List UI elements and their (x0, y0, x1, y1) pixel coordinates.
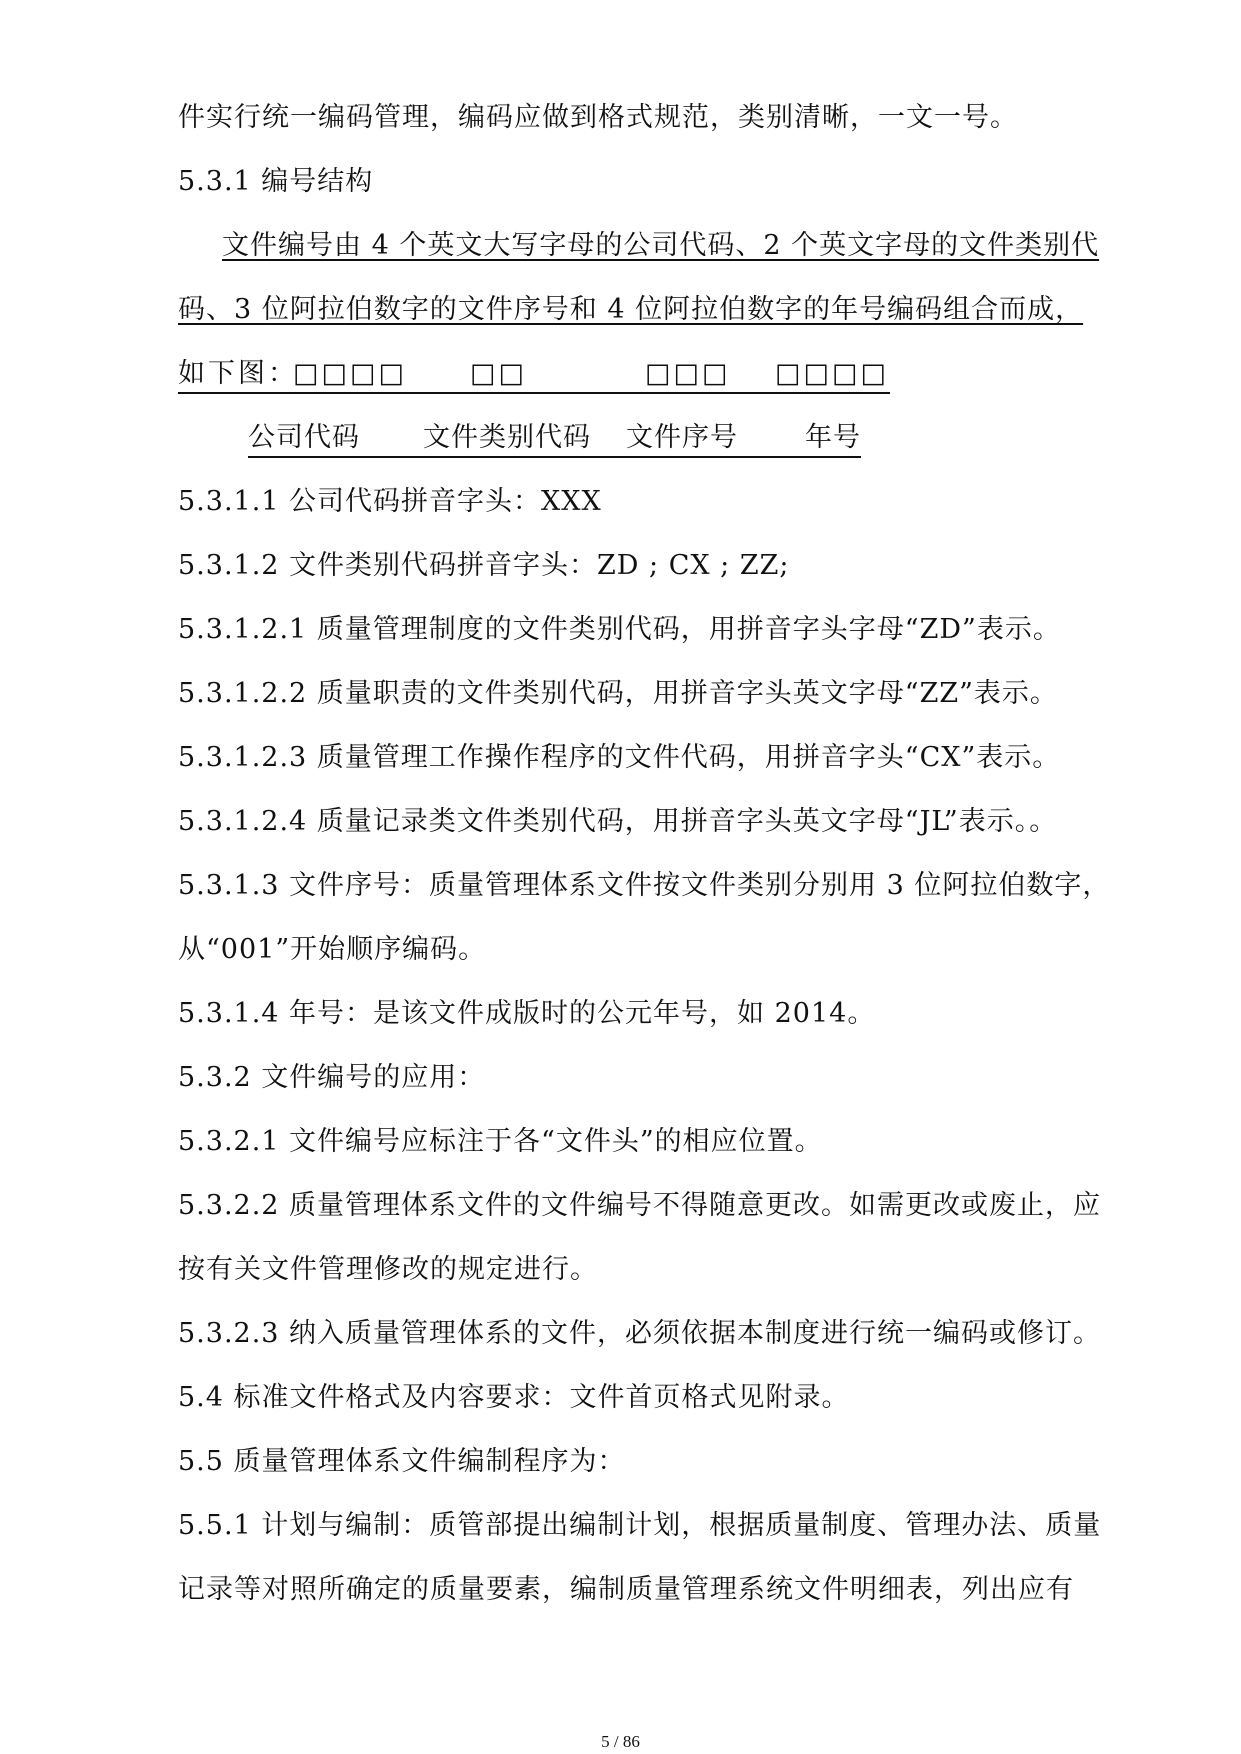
list-item: 5.5.1 计划与编制：质管部提出编制计划，根据质量制度、管理办法、质量 (178, 1510, 1102, 1541)
paragraph-line: 件实行统一编码管理，编码应做到格式规范，类别清晰，一文一号。 (178, 102, 1018, 133)
section-heading: 5.3.2 文件编号的应用： (178, 1062, 486, 1093)
code-structure-figure (178, 356, 1028, 396)
page-number: 5 / 86 (601, 1732, 640, 1751)
labels-underline (248, 456, 861, 458)
list-item: 5.3.1.4 年号：是该文件成版时的公元年号，如 2014。 (178, 998, 876, 1029)
serial-number-boxes: □□□ (645, 358, 731, 389)
list-item: 5.3.1.2 文件类别代码拼音字头：ZD ; CX ; ZZ; (178, 550, 790, 581)
list-item-continuation: 按有关文件管理修改的规定进行。 (178, 1254, 598, 1285)
company-code-boxes: □□□□ (293, 358, 408, 389)
category-code-boxes: □□ (470, 358, 528, 389)
list-item: 5.3.1.2.2 质量职责的文件类别代码，用拼音字头英文字母“ZZ”表示。 (178, 678, 1058, 709)
list-item-continuation: 记录等对照所确定的质量要素，编制质量管理系统文件明细表，列出应有 (178, 1574, 1074, 1605)
section-heading: 5.4 标准文件格式及内容要求：文件首页格式见附录。 (178, 1382, 850, 1413)
list-item: 5.3.1.2.3 质量管理工作操作程序的文件代码，用拼音字头“CX”表示。 (178, 742, 1061, 773)
label-category-code: 文件类别代码 (423, 422, 591, 453)
section-heading: 5.5 质量管理体系文件编制程序为： (178, 1446, 626, 1477)
section-heading: 5.3.1 编号结构 (178, 166, 374, 197)
label-year: 年号 (805, 422, 861, 453)
figure-prefix: 如下图： (178, 358, 298, 389)
label-company-code: 公司代码 (248, 422, 360, 453)
list-item: 5.3.1.1 公司代码拼音字头：XXX (178, 486, 602, 517)
list-item: 5.3.1.2.1 质量管理制度的文件类别代码，用拼音字头字母“ZD”表示。 (178, 614, 1061, 645)
code-structure-labels (178, 420, 878, 460)
list-item: 5.3.2.1 文件编号应标注于各“文件头”的相应位置。 (178, 1126, 823, 1157)
underlined-text: 文件编号由 4 个英文大写字母的公司代码、2 个英文字母的文件类别代 (222, 230, 1100, 261)
year-boxes: □□□□ (775, 358, 890, 389)
underlined-paragraph-line: 码、3 位阿拉伯数字的文件序号和 4 位阿拉伯数字的年号编码组合而成， (178, 294, 1084, 325)
list-item: 5.3.1.3 文件序号：质量管理体系文件按文件类别分别用 3 位阿拉伯数字， (178, 870, 1111, 901)
list-item: 5.3.2.2 质量管理体系文件的文件编号不得随意更改。如需更改或废止，应 (178, 1190, 1102, 1221)
figure-underline (178, 392, 890, 394)
list-item-continuation: 从“001”开始顺序编码。 (178, 934, 487, 965)
list-item: 5.3.1.2.4 质量记录类文件类别代码，用拼音字头英文字母“JL”表示。。 (178, 806, 1058, 837)
list-item: 5.3.2.3 纳入质量管理体系的文件，必须依据本制度进行统一编码或修订。 (178, 1318, 1102, 1349)
underlined-paragraph-line (178, 228, 1099, 264)
label-serial-number: 文件序号 (626, 422, 738, 453)
